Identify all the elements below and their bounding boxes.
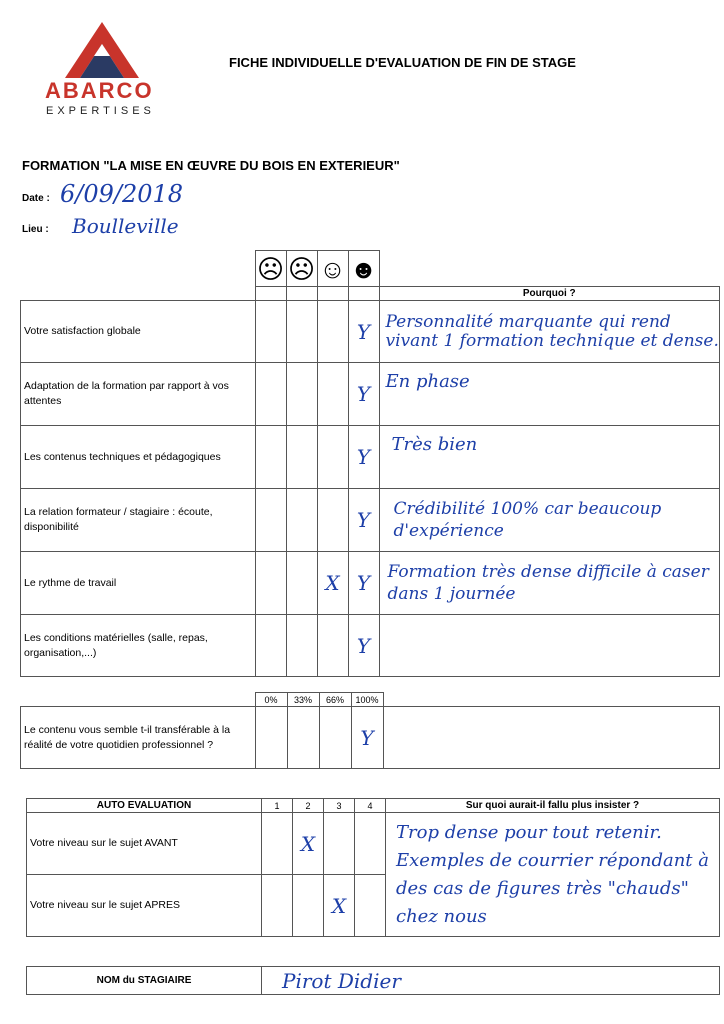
percent-header: 66% <box>319 693 351 707</box>
unhappy-face-icon: ☹ <box>286 251 317 287</box>
mark-cell: Y <box>348 301 379 363</box>
transfer-table <box>20 692 720 769</box>
mark-cell: X <box>293 813 324 875</box>
criterion-label: Adaptation de la formation par rapport à vos attentes <box>21 363 256 426</box>
mark-cell <box>255 363 286 426</box>
mark-cell <box>255 301 286 363</box>
mark-cell <box>319 707 351 769</box>
lieu-label: Lieu : <box>22 224 49 235</box>
mark-cell: Y <box>348 552 379 615</box>
mark-cell: X <box>317 552 348 615</box>
comment-cell: Très bien <box>379 426 720 489</box>
mark-cell <box>355 813 386 875</box>
mark-cell: Y <box>348 489 379 552</box>
mark-cell <box>317 615 348 677</box>
stagiaire-name: Pirot Didier <box>262 967 720 995</box>
mark-cell <box>262 813 293 875</box>
mark-cell <box>286 489 317 552</box>
comment-cell: Trop dense pour tout retenir. Exemples de courrier répondant à des cas de figures très "chauds" chez nous <box>386 813 720 937</box>
brand-name: ABARCO <box>45 78 154 103</box>
mark-cell <box>255 707 287 769</box>
mark-cell <box>255 552 286 615</box>
mark-cell: Y <box>351 707 383 769</box>
pourquoi-header: Pourquoi ? <box>379 287 720 301</box>
level-header: 2 <box>293 799 324 813</box>
table-row <box>21 707 720 769</box>
mark-cell <box>286 552 317 615</box>
criterion-label: Les contenus techniques et pédagogiques <box>21 426 256 489</box>
percent-header: 0% <box>255 693 287 707</box>
mark-cell <box>317 363 348 426</box>
level-label: Votre niveau sur le sujet AVANT <box>27 813 262 875</box>
table-row <box>27 813 720 875</box>
table-row <box>21 363 720 426</box>
very-unhappy-face-icon: ☹ <box>255 251 286 287</box>
happy-face-icon: ☺ <box>317 251 348 287</box>
comment-cell: Formation très dense difficile à caser dans 1 journée <box>379 552 720 615</box>
stagiaire-table <box>26 966 720 995</box>
auto-evaluation-header: AUTO EVALUATION <box>27 799 262 813</box>
criterion-label: Le rythme de travail <box>21 552 256 615</box>
table-row <box>21 301 720 363</box>
abarco-logo <box>62 20 142 80</box>
mark-cell <box>255 426 286 489</box>
satisfaction-table <box>20 250 720 677</box>
table-row <box>21 426 720 489</box>
mark-cell: Y <box>348 426 379 489</box>
date-label: Date : <box>22 193 50 204</box>
mark-cell: X <box>324 875 355 937</box>
date-value: 6/09/2018 <box>60 180 184 208</box>
mark-cell <box>262 875 293 937</box>
percent-header: 100% <box>351 693 383 707</box>
mark-cell <box>293 875 324 937</box>
mark-cell <box>255 489 286 552</box>
comment-cell: Personnalité marquante qui rend vivant 1 formation technique et dense. <box>379 301 720 363</box>
brand-subtitle: EXPERTISES <box>46 105 155 117</box>
mark-cell: Y <box>348 363 379 426</box>
level-header: 4 <box>355 799 386 813</box>
mark-cell <box>286 301 317 363</box>
comment-cell: En phase <box>379 363 720 426</box>
table-row <box>21 552 720 615</box>
comment-cell <box>379 615 720 677</box>
comment-cell <box>383 707 720 769</box>
mark-cell: Y <box>348 615 379 677</box>
formation-title: FORMATION "LA MISE EN ŒUVRE DU BOIS EN EXTERIEUR" <box>22 158 400 173</box>
mark-cell <box>286 363 317 426</box>
document-title: FICHE INDIVIDUELLE D'EVALUATION DE FIN DE STAGE <box>229 55 576 70</box>
insist-header: Sur quoi aurait-il fallu plus insister ? <box>386 799 720 813</box>
auto-evaluation-table <box>26 798 720 937</box>
stagiaire-label: NOM du STAGIAIRE <box>27 967 262 995</box>
mark-cell <box>317 301 348 363</box>
mark-cell <box>286 426 317 489</box>
transfer-question: Le contenu vous semble t-il transférable à la réalité de votre quotidien professionnel ? <box>21 707 256 769</box>
mark-cell <box>286 615 317 677</box>
very-happy-face-icon: ☻ <box>348 251 379 287</box>
criterion-label: Les conditions matérielles (salle, repas, organisation,...) <box>21 615 256 677</box>
mark-cell <box>317 426 348 489</box>
mark-cell <box>255 615 286 677</box>
table-row <box>21 489 720 552</box>
lieu-value: Boulleville <box>72 214 179 238</box>
percent-header: 33% <box>287 693 319 707</box>
comment-cell: Crédibilité 100% car beaucoup d'expérience <box>379 489 720 552</box>
mark-cell <box>317 489 348 552</box>
table-row <box>21 615 720 677</box>
level-label: Votre niveau sur le sujet APRES <box>27 875 262 937</box>
mark-cell <box>324 813 355 875</box>
criterion-label: Votre satisfaction globale <box>21 301 256 363</box>
level-header: 1 <box>262 799 293 813</box>
criterion-label: La relation formateur / stagiaire : écoute, disponibilité <box>21 489 256 552</box>
mark-cell <box>355 875 386 937</box>
mark-cell <box>287 707 319 769</box>
level-header: 3 <box>324 799 355 813</box>
